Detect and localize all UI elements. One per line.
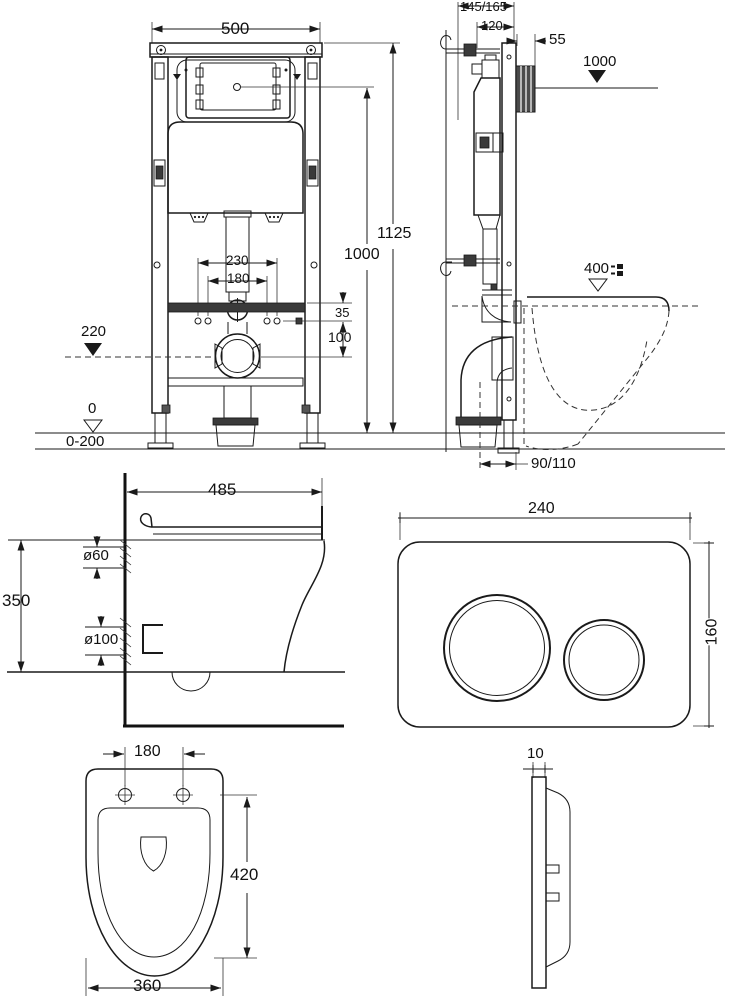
panel-mark-left [173,74,181,80]
dim-frame-depth: 120 [481,18,503,33]
dim-outlet-offset: 90/110 [531,455,576,472]
dim-bolt-offset: 35 [335,305,350,320]
dim-plate-housing-depth: 55 [549,31,566,48]
dim-plate-width: 240 [528,500,555,517]
level-marker-400-icon [589,279,607,291]
dim-bowl-height: 350 [2,591,31,610]
floor-lines [35,433,725,449]
adjustment-icon [611,264,623,276]
dim-frame-width: 500 [221,19,250,38]
dim-bolt-spacing-outer: 230 [226,253,249,268]
dim-bowl-depth: 485 [208,480,237,499]
dim-bowl-width: 360 [133,976,162,995]
flush-button-large [444,595,550,701]
level-marker-1000-icon [588,70,606,83]
dim-inlet-diameter: ø60 [83,547,109,564]
dim-plate-thickness: 10 [527,745,544,762]
dim-rim-level: 400 [584,260,610,277]
panel-mark-right [293,74,301,80]
flush-button-small [564,620,644,700]
dim-supply-level: 220 [81,323,107,340]
dim-hole-spacing: 180 [134,743,161,760]
dim-outlet-diameter: ø100 [84,631,119,648]
flush-plate-side-view [523,762,570,988]
frame-side-view [441,2,700,470]
dim-plate-height: 160 [702,618,720,646]
dim-bolt-spacing-inner: 180 [227,271,250,286]
dim-side-panel-height: 1000 [583,53,617,70]
bowl-side-view [7,473,345,727]
dim-frame-height: 1125 [377,225,412,242]
dim-drain-offset: 100 [328,329,352,345]
frame-front-view [65,19,400,448]
dim-floor-level: 0 [88,400,97,417]
flush-plate-front-view [398,512,714,728]
level-marker-220-icon [84,343,102,356]
dim-panel-height: 1000 [344,246,380,263]
dim-depth-range: 145/165 [460,0,507,14]
dim-bowl-length: 420 [230,865,259,884]
dim-floor-adjust-range: 0-200 [66,433,105,450]
level-marker-0-icon [84,420,102,432]
